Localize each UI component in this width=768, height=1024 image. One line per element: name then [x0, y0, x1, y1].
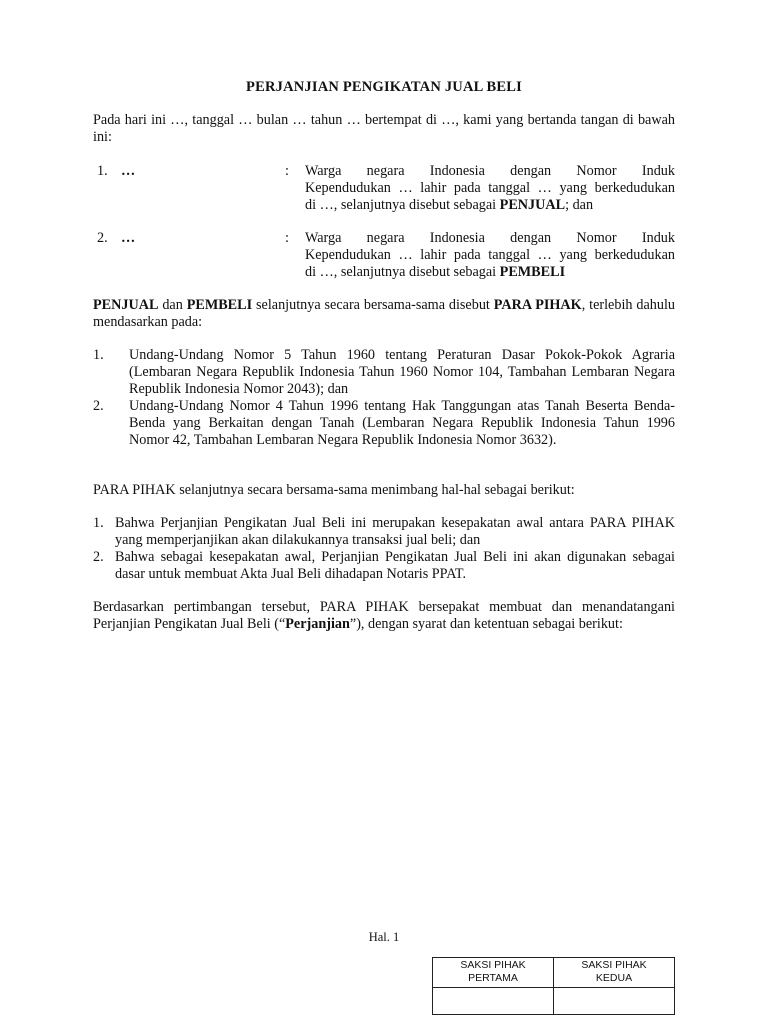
party-description — [305, 230, 675, 281]
witness-first-party-header: SAKSI PIHAK PERTAMA — [433, 958, 554, 988]
party-desc-line: Warga negara Indonesia dengan Nomor Induk — [305, 230, 675, 246]
consideration-list — [93, 515, 675, 583]
party-desc-line: Warga negara Indonesia dengan Nomor Induk — [305, 163, 675, 179]
party-colon: : — [285, 230, 289, 246]
para-pihak-paragraph: PENJUAL dan PEMBELI selanjutnya secara bersama-sama disebut PARA PIHAK, terlebih dahulu mendasarkan pada: — [93, 297, 675, 330]
list-item: 2. Bahwa sebagai kesepakatan awal, Perjanjian Pengikatan Jual Beli ini akan digunakan sebagai dasar untuk membuat Akta Jual Beli dihadapan Notaris PPAT. — [93, 549, 675, 582]
party-name: … — [121, 230, 136, 246]
consideration-intro: PARA PIHAK selanjutnya secara bersama-sama menimbang hal-hal sebagai berikut: — [93, 482, 575, 498]
opening-paragraph: Pada hari ini …, tanggal … bulan … tahun … bertempat di …, kami yang bertanda tangan di bawah ini: — [93, 112, 675, 145]
page-number: Hal. 1 — [368, 930, 400, 944]
witness-signature-table — [432, 957, 675, 1015]
party-description — [305, 163, 675, 214]
party-desc-line: Kependudukan … lahir pada tanggal … yang berkedudukan — [305, 247, 675, 263]
document-title: PERJANJIAN PENGIKATAN JUAL BELI — [246, 79, 522, 95]
party-colon: : — [285, 163, 289, 179]
party-desc-line: di …, selanjutnya disebut sebagai PENJUAL; dan — [305, 197, 594, 213]
witness-second-party-header: SAKSI PIHAK KEDUA — [554, 958, 675, 988]
closing-paragraph: Berdasarkan pertimbangan tersebut, PARA PIHAK bersepakat membuat dan menandatangani Perjanjian Pengikatan Jual Beli (“Perjanjian”), dengan syarat dan ketentuan sebagai berikut: — [93, 599, 675, 632]
legal-basis-list — [93, 347, 675, 449]
party-name: … — [121, 163, 136, 179]
party-role: PENJUAL — [499, 197, 566, 213]
list-item: 1. Bahwa Perjanjian Pengikatan Jual Beli ini merupakan kesepakatan awal antara PARA PIHAK yang memperjanjikan akan dilakukannya transaksi jual beli; dan — [93, 515, 675, 548]
witness-first-party-signature[interactable] — [433, 988, 554, 1015]
party-desc-line: Kependudukan … lahir pada tanggal … yang berkedudukan — [305, 180, 675, 196]
witness-second-party-signature[interactable] — [554, 988, 675, 1015]
list-item: 2. Undang-Undang Nomor 4 Tahun 1996 tentang Hak Tanggungan atas Tanah Beserta Benda-Benda yang Berkaitan dengan Tanah (Lembaran Negara Republik Indonesia Tahun 1996 Nomor 42, Tambahan Lembaran Negara Republik Indonesia Nomor 3632). — [93, 398, 675, 448]
party-number: 2. — [97, 230, 108, 246]
list-item: 1. Undang-Undang Nomor 5 Tahun 1960 tentang Peraturan Dasar Pokok-Pokok Agraria (Lembaran Negara Republik Indonesia Tahun 1960 Nomor 104, Tambahan Lembaran Negara Republik Indonesia Nomor 2043); dan — [93, 347, 675, 397]
party-role: PEMBELI — [499, 264, 566, 280]
party-number: 1. — [97, 163, 108, 179]
party-desc-line: di …, selanjutnya disebut sebagai PEMBELI — [305, 264, 566, 280]
